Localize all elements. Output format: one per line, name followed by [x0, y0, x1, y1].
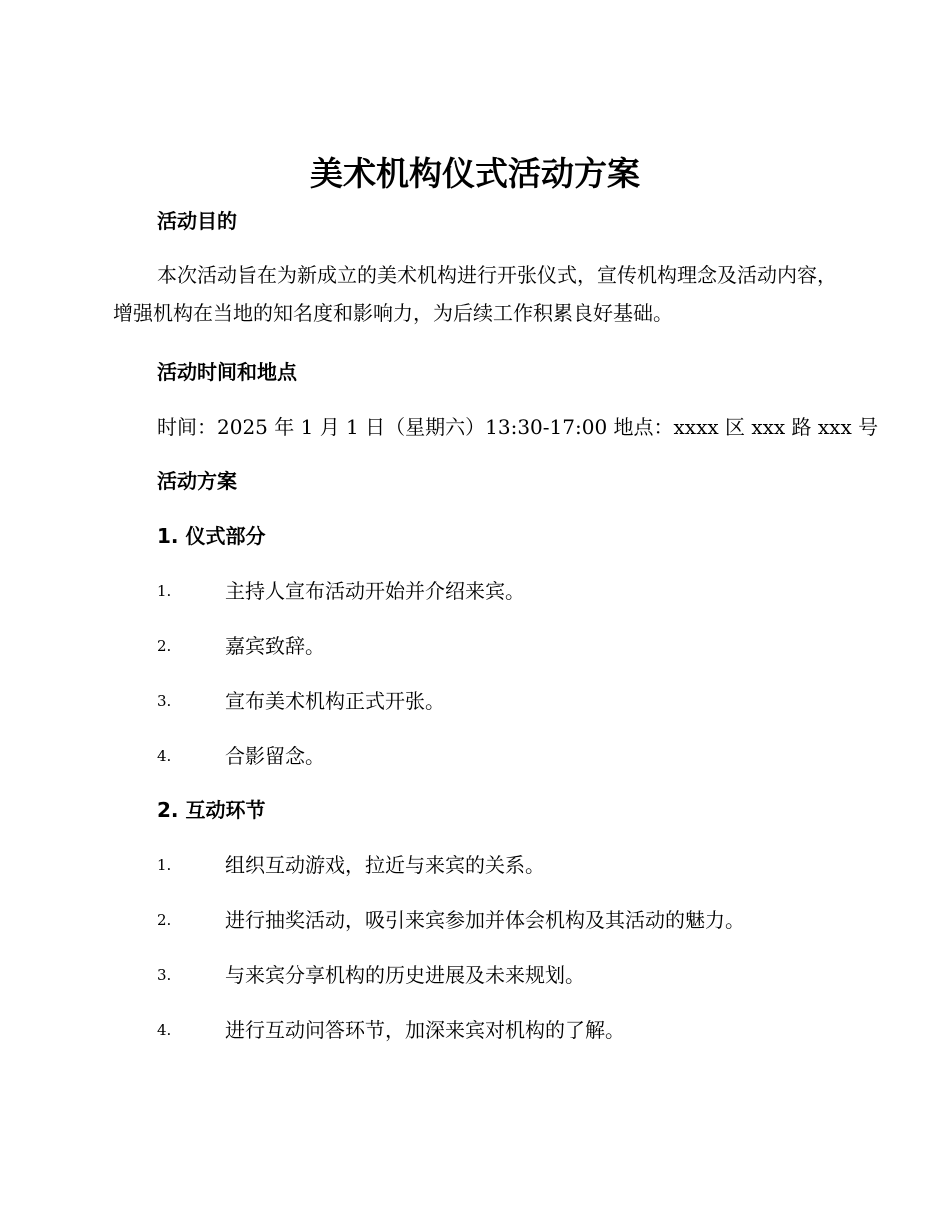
list-number: 4.: [157, 1021, 172, 1039]
subsection-heading-interaction: 2. 互动环节: [157, 798, 266, 822]
list-item: [157, 686, 857, 716]
list-number: 3.: [157, 692, 172, 710]
list-item: [157, 576, 857, 606]
list-text: 嘉宾致辞。: [225, 634, 325, 658]
list-text: 进行互动问答环节，加深来宾对机构的了解。: [225, 1018, 625, 1042]
list-number: 2.: [157, 637, 172, 655]
list-text: 宣布美术机构正式开张。: [225, 689, 445, 713]
subsection-heading-ceremony: 1. 仪式部分: [157, 524, 266, 548]
section-heading-time-place: 活动时间和地点: [157, 360, 297, 384]
list-item: [157, 905, 857, 935]
list-text: 与来宾分享机构的历史进展及未来规划。: [225, 963, 585, 987]
list-number: 4.: [157, 747, 172, 765]
list-item: [157, 741, 857, 771]
list-number: 1.: [157, 582, 172, 600]
page-title: 美术机构仪式活动方案: [310, 154, 640, 193]
list-number: 2.: [157, 911, 172, 929]
list-text: 合影留念。: [225, 744, 325, 768]
list-item: [157, 631, 857, 661]
list-item: [157, 960, 857, 990]
list-text: 进行抽奖活动，吸引来宾参加并体会机构及其活动的魅力。: [225, 908, 745, 932]
section-heading-purpose: 活动目的: [157, 209, 237, 233]
purpose-paragraph: 本次活动旨在为新成立的美术机构进行开张仪式，宣传机构理念及活动内容，增强机构在当地的知名度和影响力，为后续工作积累良好基础。: [113, 263, 837, 325]
list-item: [157, 850, 857, 880]
list-number: 1.: [157, 856, 172, 874]
time-place-text: 时间：2025 年 1 月 1 日（星期六）13:30-17:00 地点：xxxx 区 xxx 路 xxx 号: [157, 415, 879, 439]
list-item: [157, 1015, 857, 1045]
list-number: 3.: [157, 966, 172, 984]
section-heading-plan: 活动方案: [157, 469, 237, 493]
list-text: 组织互动游戏，拉近与来宾的关系。: [225, 853, 545, 877]
list-text: 主持人宣布活动开始并介绍来宾。: [225, 579, 525, 603]
